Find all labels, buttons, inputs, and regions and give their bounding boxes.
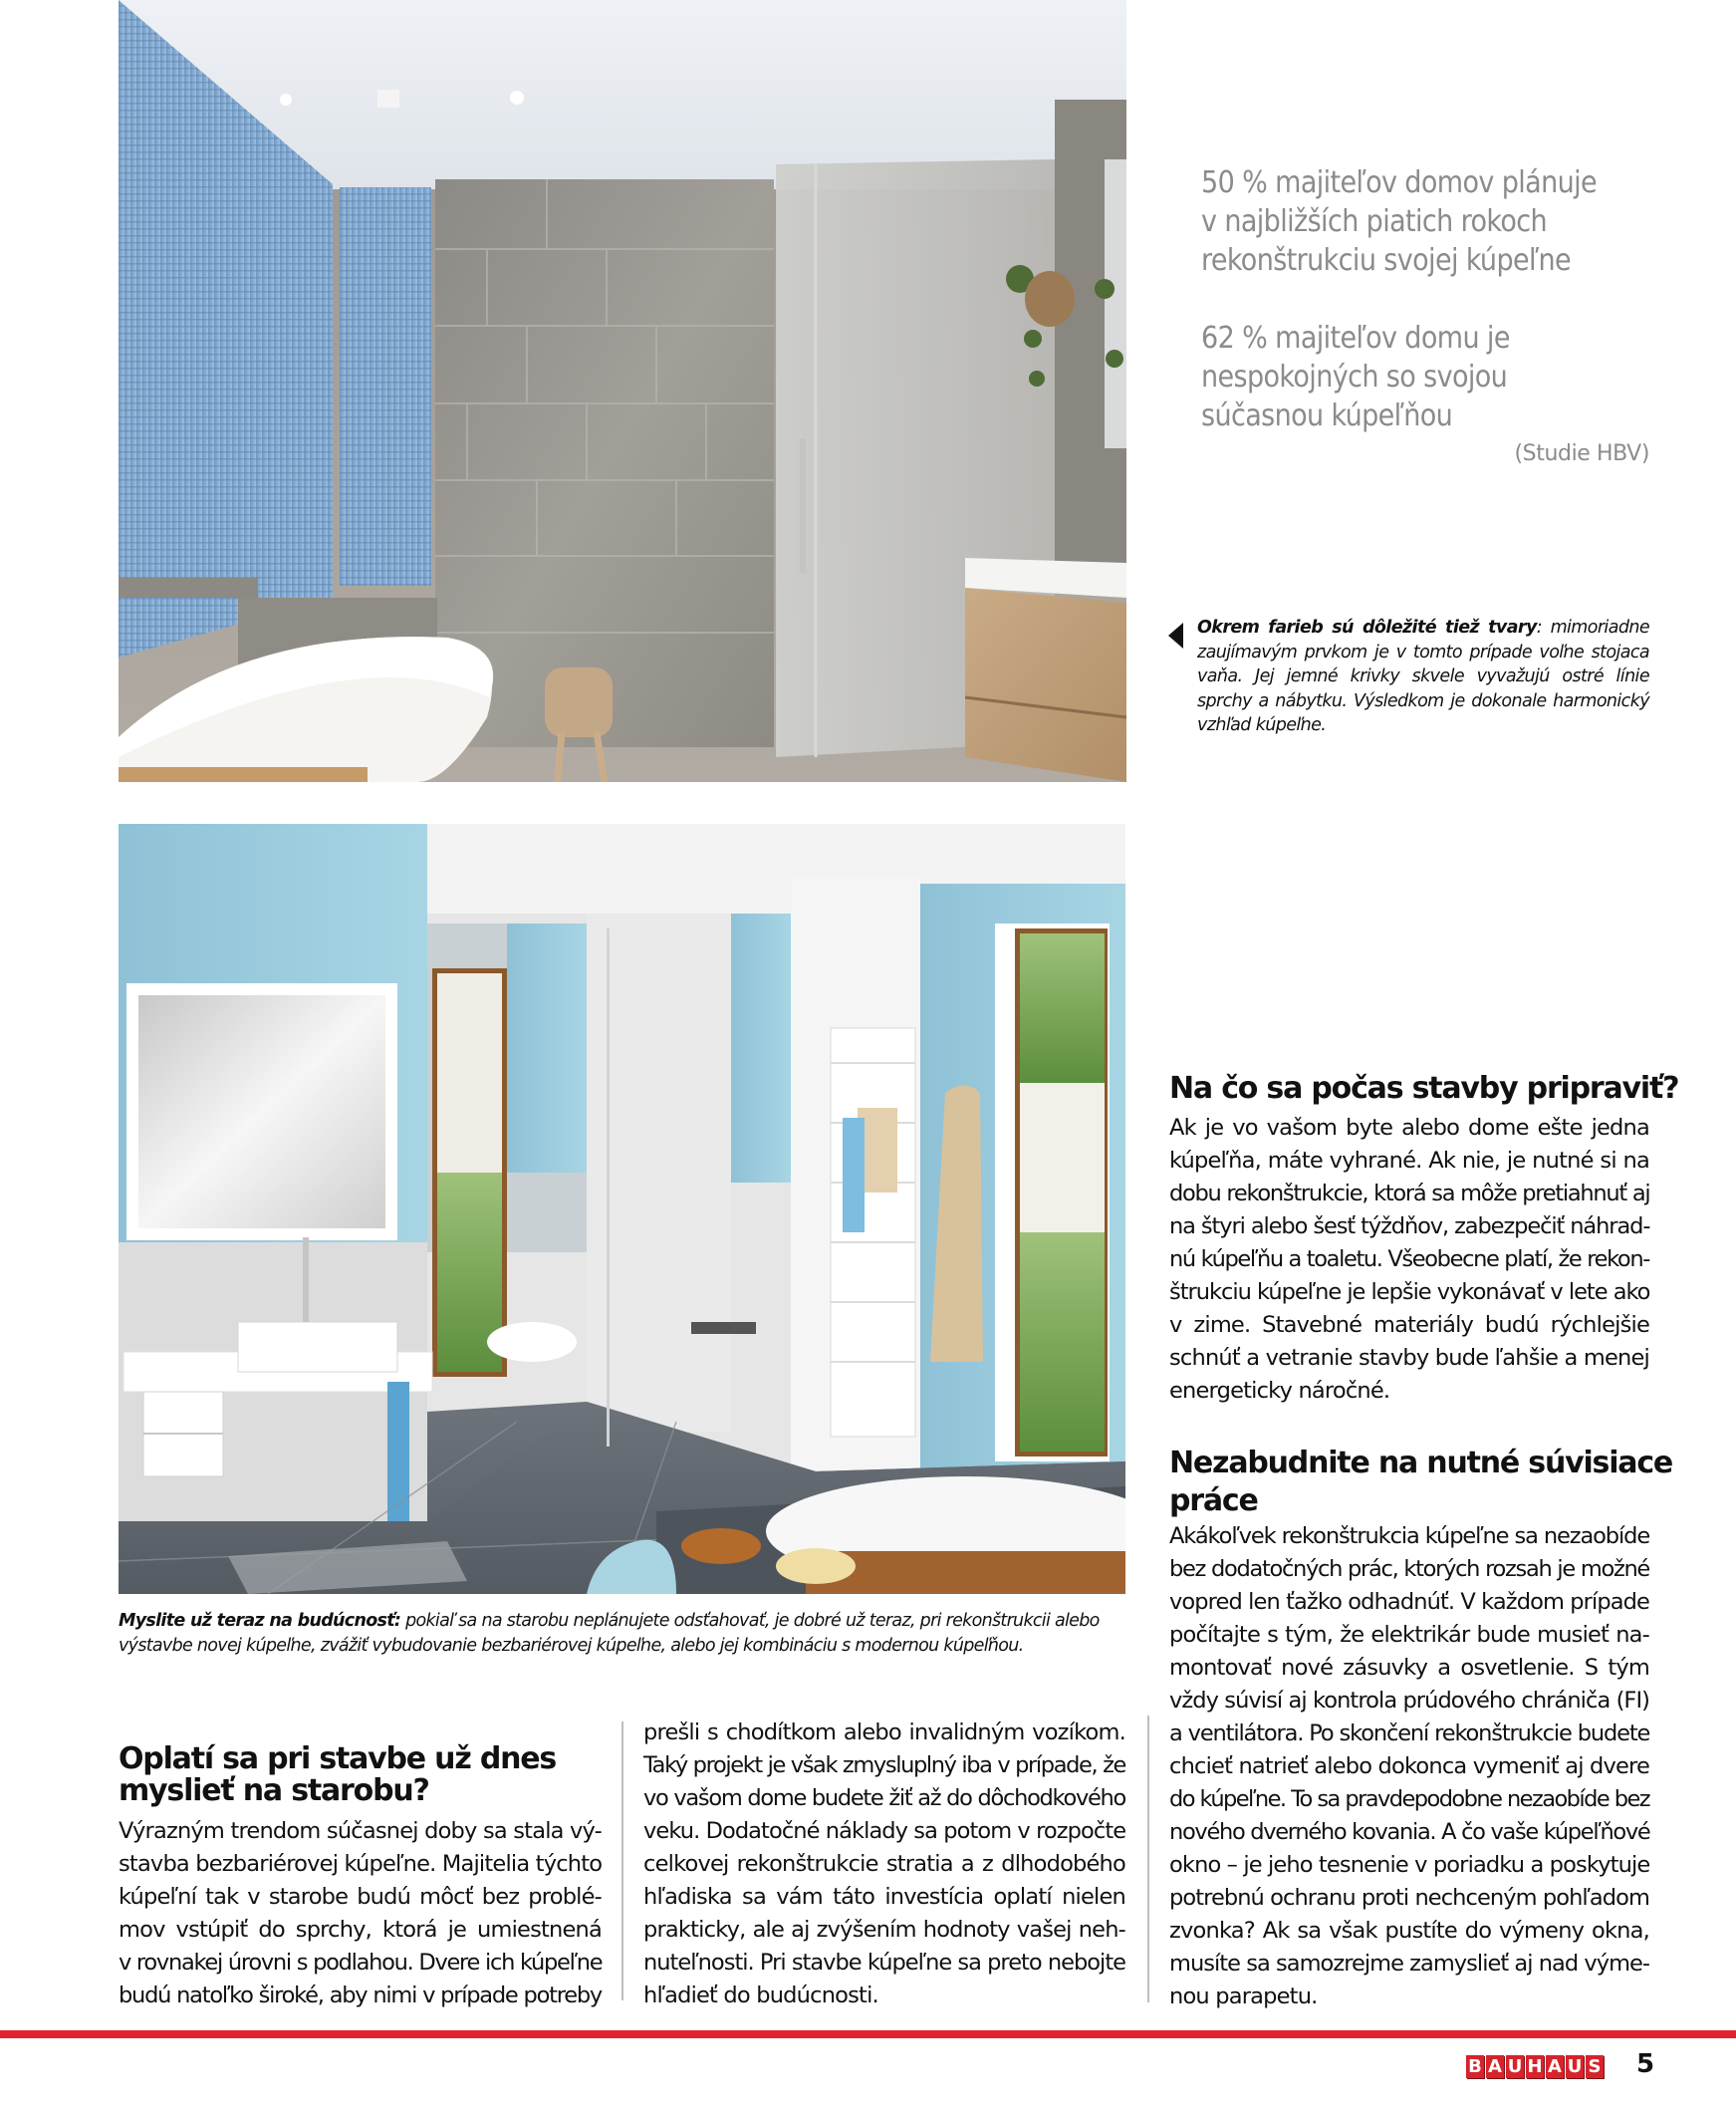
text-line: stavba bezbariérovej kúpeľne. Majitelia týchto bbox=[119, 1851, 603, 1877]
text-line: do kúpeľne. To sa pravdepodobne nezaobíde bez bbox=[1169, 1786, 1649, 1812]
stat2-line: nespokojných so svojou bbox=[1201, 360, 1508, 395]
bathroom-photo-freestanding-tub bbox=[119, 0, 1126, 782]
text-line: Ak je vo vašom byte alebo dome ešte jedna bbox=[1169, 1115, 1649, 1141]
logo-letter: H bbox=[1527, 2056, 1543, 2077]
article3-body bbox=[1169, 1520, 1649, 2013]
text-line: musíte sa samozrejme zamyslieť aj nad výme- bbox=[1169, 1951, 1650, 1977]
text-line: bez dodatočných prác, ktorých rozsah je možné bbox=[1169, 1556, 1649, 1582]
caption-bottom-lead: Myslite už teraz na budúcnosť: bbox=[119, 1611, 401, 1631]
stat1-line: v najbližších piatich rokoch bbox=[1201, 204, 1547, 239]
text-line: kúpeľní tak v starobe budú môcť bez problé- bbox=[119, 1884, 602, 1910]
column-divider bbox=[621, 1721, 623, 2000]
article1-heading bbox=[119, 1743, 556, 1807]
article1-col1 bbox=[119, 1815, 602, 2012]
stat2-line: súčasnou kúpeľňou bbox=[1201, 398, 1453, 433]
logo-letter: U bbox=[1567, 2056, 1583, 2077]
text-line: mov vstúpiť do sprchy, ktorá je umiestnená bbox=[119, 1917, 602, 1943]
article2-heading: Na čo sa počas stavby pripraviť? bbox=[1169, 1071, 1679, 1106]
text-line: vo vašom dome budete žiť až do dôchodkového bbox=[643, 1785, 1125, 1811]
text-line: veku. Dodatočné náklady sa potom v rozpočte bbox=[643, 1818, 1126, 1844]
logo-letter: A bbox=[1486, 2055, 1504, 2078]
text-line: na štyri alebo šesť týždňov, zabezpečiť náhrad- bbox=[1169, 1213, 1650, 1239]
bauhaus-logo bbox=[1466, 2055, 1604, 2079]
text-line: nuteľnosti. Pri stavbe kúpeľne sa preto nebojte bbox=[643, 1950, 1125, 1976]
text-line: dobu rekonštrukcie, ktorá sa môže pretiahnuť aj bbox=[1169, 1181, 1650, 1206]
heading-line: Oplatí sa pri stavbe už dnes bbox=[119, 1741, 557, 1776]
text-line: nú kúpeľňu a toaletu. Všeobecne platí, že rekon- bbox=[1169, 1246, 1649, 1272]
text-line: a ventilátora. Po skončení rekonštrukcie budete bbox=[1169, 1720, 1650, 1746]
article3-heading bbox=[1169, 1445, 1672, 1520]
text-line: nového dverného kovania. A čo vaše kúpeľňové bbox=[1169, 1819, 1650, 1845]
text-line: zvonka? Ak sa však pustíte do výmeny okna, bbox=[1169, 1918, 1649, 1944]
footer-red-rule bbox=[0, 2030, 1736, 2038]
stat1-line: 50 % majiteľov domov plánuje bbox=[1201, 165, 1598, 200]
text-line: montovať nové zásuvky a osvetlenie. S tým bbox=[1169, 1655, 1649, 1681]
text-line: chcieť natrieť alebo dokonca vymeniť aj dvere bbox=[1169, 1753, 1650, 1779]
text-line: okno – je jeho tesnenie v poriadku a poskytuje bbox=[1169, 1852, 1650, 1878]
text-line: počítajte s tým, že elektrikár bude musieť na- bbox=[1169, 1622, 1649, 1648]
text-line: celkovej rekonštrukcie stratia a z dlhodobého bbox=[643, 1851, 1125, 1877]
caption-top-lead: Okrem farieb sú dôležité tiež tvary bbox=[1197, 618, 1537, 638]
stat2-line: 62 % majiteľov domu je bbox=[1201, 321, 1510, 356]
article2-body bbox=[1169, 1112, 1649, 1408]
photo-caption-bottom bbox=[119, 1609, 1129, 1659]
logo-letter: B bbox=[1466, 2055, 1484, 2078]
article1-col2 bbox=[643, 1717, 1125, 2012]
text-line: kúpeľňa, máte vyhrané. Ak nie, je nutné si na bbox=[1169, 1148, 1649, 1174]
text-line: Akákoľvek rekonštrukcia kúpeľne sa nezaobíde bbox=[1169, 1523, 1650, 1549]
text-line: Taký projekt je však zmysluplný iba v prípade, že bbox=[643, 1752, 1125, 1778]
text-line: prešli s chodítkom alebo invalidným vozíkom. bbox=[643, 1719, 1125, 1745]
text-line: schnúť a vetranie stavby bude ľahšie a menej bbox=[1169, 1345, 1649, 1371]
text-line: prakticky, ale aj zvýšením hodnoty vašej neh- bbox=[643, 1917, 1125, 1943]
caption-top-text: : mimoriadne zaujímavým prvkom je v tomto prípade voľne stojaca vaňa. Jej jemné krivky skvele vyvažujú ostré línie sprchy a nábytku. Výsledkom je dokonale harmonický vzhľad kúpeľne. bbox=[1197, 618, 1649, 735]
heading-line: práce bbox=[1169, 1483, 1258, 1518]
stat-block-1 bbox=[1201, 163, 1597, 280]
logo-letter: A bbox=[1546, 2055, 1564, 2078]
text-line: v zime. Stavebné materiály budú rýchlejšie bbox=[1169, 1312, 1649, 1338]
text-line: v rovnakej úrovni s podlahou. Dvere ich kúpeľne bbox=[119, 1950, 603, 1976]
text-line: hľadiska sa vám táto investícia oplatí nielen bbox=[643, 1884, 1125, 1910]
text-line: nou parapetu. bbox=[1169, 1984, 1318, 2009]
text-line: štrukciu kúpeľne je lepšie vykonávať v lete ako bbox=[1169, 1279, 1650, 1305]
text-line: vždy súvisí aj kontrola prúdového chrániča (FI) bbox=[1169, 1688, 1649, 1714]
heading-line: Nezabudnite na nutné súvisiace bbox=[1169, 1446, 1673, 1480]
text-line: hľadieť do budúcnosti. bbox=[643, 1983, 878, 2008]
bathroom-photo-barrier-free bbox=[119, 824, 1125, 1594]
caption-bottom-line1: pokiaľ sa na starobu neplánujete odsťahovať, je dobré už teraz, pri rekonštrukcii alebo bbox=[400, 1611, 1100, 1631]
text-line: energeticky náročné. bbox=[1169, 1378, 1390, 1404]
text-line: vopred len ťažko odhadnúť. V každom prípade bbox=[1169, 1589, 1649, 1615]
stat-source: (Studie HBV) bbox=[1514, 441, 1649, 466]
caption-pointer-arrow-icon bbox=[1168, 623, 1183, 649]
logo-letter: U bbox=[1507, 2056, 1523, 2077]
column-divider bbox=[1147, 1716, 1149, 2002]
caption-bottom-line2: výstavbe novej kúpeľne, zvážiť vybudovanie bezbariérovej kúpeľne, alebo jej kombináciu s modernou kúpeľňou. bbox=[119, 1636, 1024, 1656]
page-number: 5 bbox=[1636, 2049, 1655, 2079]
text-line: budú natoľko široké, aby nimi v prípade potreby bbox=[119, 1983, 602, 2008]
heading-line: myslieť na starobu? bbox=[119, 1773, 429, 1808]
photo-caption-top bbox=[1197, 616, 1649, 738]
stat1-line: rekonštrukciu svojej kúpeľne bbox=[1201, 243, 1572, 278]
text-line: Výrazným trendom súčasnej doby sa stala vý- bbox=[119, 1818, 602, 1844]
logo-letter: S bbox=[1586, 2055, 1604, 2078]
text-line: potrebnú ochranu proti nechceným pohľadom bbox=[1169, 1885, 1649, 1911]
stat-block-2 bbox=[1201, 319, 1510, 435]
